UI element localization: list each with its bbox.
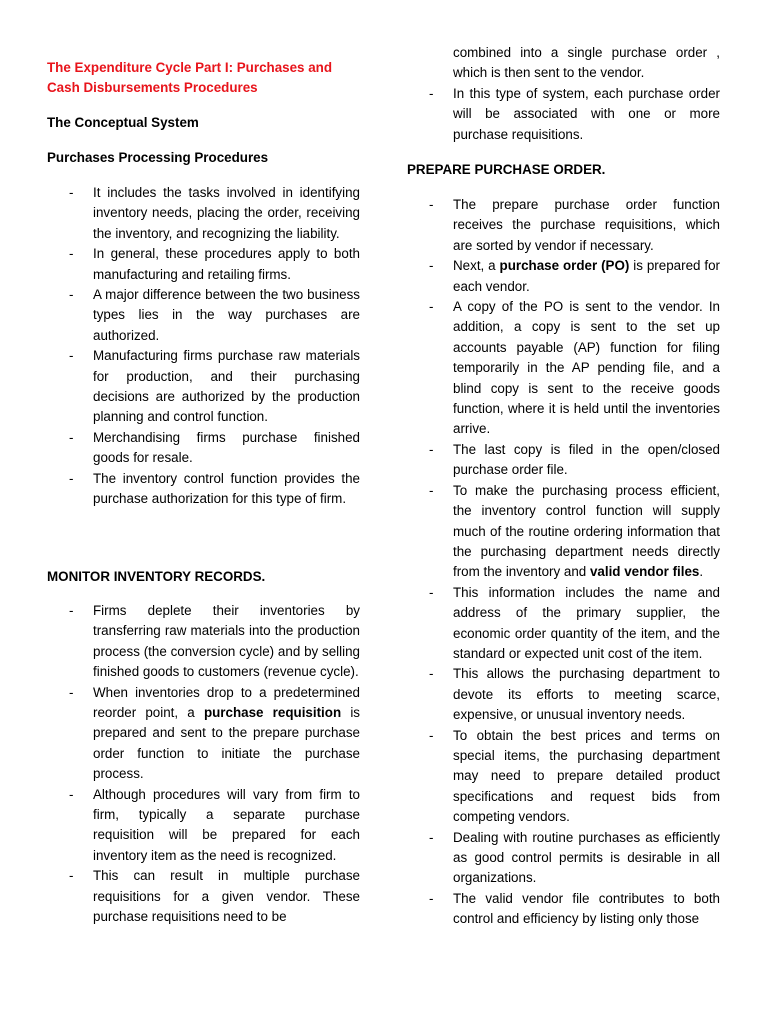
list-item: - Merchandising firms purchase finished goods for resale. xyxy=(47,428,360,469)
list-item: - This information includes the name and address of the primary supplier, the economic order quantity of the item, and the standard or expected unit cost of the item. xyxy=(407,583,720,665)
list-item: - To obtain the best prices and terms on special items, the purchasing department may need to prepare detailed product specifications and request bids from competing vendors. xyxy=(407,726,720,828)
purchases-list xyxy=(47,183,360,510)
list-item: - In this type of system, each purchase order will be associated with one or more purchase requisitions. xyxy=(407,84,720,145)
list-item: - Dealing with routine purchases as efficiently as good control permits is desirable in all organizations. xyxy=(407,828,720,889)
list-item: - A major difference between the two business types lies in the way purchases are authorized. xyxy=(47,285,360,346)
heading-prepare-purchase-order: PREPARE PURCHASE ORDER. xyxy=(407,162,606,177)
text-run: is prepared and sent to the prepare purchase order function to initiate the purchase process. xyxy=(93,705,360,782)
text-run: . xyxy=(699,564,704,580)
bold-term: valid vendor files xyxy=(589,564,700,580)
text-run: To make the purchasing process efficient, the inventory control function will supply much of the routine ordering information that the purchasing department needs directly from the inventory and xyxy=(453,482,720,580)
list-item: - Manufacturing firms purchase raw materials for production, and their purchasing decisions are authorized by the production planning and control function. xyxy=(47,346,360,428)
list-item: - It includes the tasks involved in identifying inventory needs, placing the order, receiving the inventory, and recognizing the liability. xyxy=(47,183,360,244)
list-item: - This can result in multiple purchase requisitions for a given vendor. These purchase requisitions need to be xyxy=(47,866,360,927)
list-item xyxy=(47,683,360,785)
list-item: - The last copy is filed in the open/closed purchase order file. xyxy=(407,440,720,481)
heading-monitor-inventory: MONITOR INVENTORY RECORDS. xyxy=(47,569,266,584)
list-item-continuation: combined into a single purchase order , which is then sent to the vendor. xyxy=(453,45,720,81)
heading-conceptual-system: The Conceptual System xyxy=(47,115,199,130)
list-item: - In general, these procedures apply to both manufacturing and retailing firms. xyxy=(47,244,360,285)
document-title: The Expenditure Cycle Part I: Purchases and Cash Disbursements Procedures xyxy=(47,60,333,96)
continuation-list xyxy=(407,43,720,145)
list-item: - Firms deplete their inventories by transferring raw materials into the production process (the conversion cycle) and by selling finished goods to customers (revenue cycle). xyxy=(47,601,360,683)
list-item xyxy=(407,256,720,297)
text-run: When inventories drop to a predetermined reorder point, a xyxy=(93,684,360,721)
list-item: - The inventory control function provides the purchase authorization for this type of firm. xyxy=(47,469,360,510)
list-item: - This allows the purchasing department to devote its efforts to meeting scarce, expensive, or unusual inventory needs. xyxy=(407,664,720,725)
list-item: - The valid vendor file contributes to both control and efficiency by listing only those xyxy=(407,889,720,930)
text-run: Next, a xyxy=(453,258,500,274)
prepare-list xyxy=(407,195,720,930)
bold-term: purchase requisition xyxy=(203,705,342,721)
heading-purchases-processing: Purchases Processing Procedures xyxy=(47,150,269,165)
list-item: - Although procedures will vary from firm to firm, typically a separate purchase requisition will be prepared for each inventory item as the need is recognized. xyxy=(47,785,360,867)
monitor-list xyxy=(47,601,360,928)
list-item: - The prepare purchase order function receives the purchase requisitions, which are sorted by vendor if necessary. xyxy=(407,195,720,256)
list-item xyxy=(407,481,720,583)
list-item: - A copy of the PO is sent to the vendor. In addition, a copy is sent to the set up accounts payable (AP) function for filing temporarily in the AP pending file, and a blind copy is sent to the receive goods function, where it is held until the inventories arrive. xyxy=(407,297,720,440)
text-run: is prepared for each vendor. xyxy=(453,258,720,294)
bold-term: purchase order (PO) xyxy=(499,258,630,274)
